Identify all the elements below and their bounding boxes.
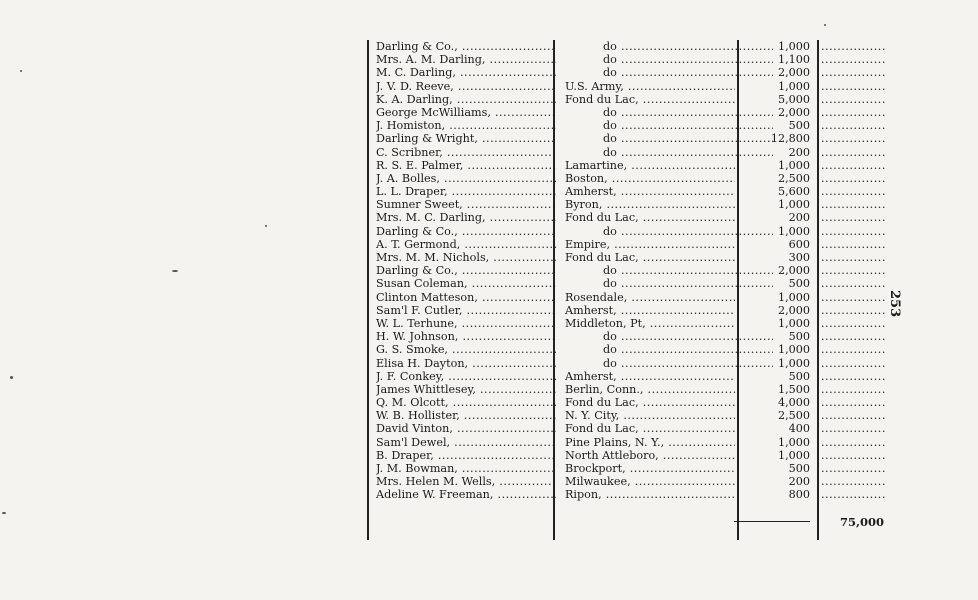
blank-column-leader: [821, 277, 887, 290]
ledger-row: [372, 159, 892, 172]
subscriber-name: M. C. Darling, .....: [376, 66, 556, 79]
subscriber-residence: Pine Plains, N. Y., .....: [565, 436, 735, 449]
subscriber-name: Sam'l F. Cutler, .....: [376, 304, 556, 317]
subscriber-residence: Amherst, .....: [565, 185, 735, 198]
blank-column-leader: [821, 238, 887, 251]
subscriber-residence: do .....: [565, 330, 773, 343]
subscriber-name: W. L. Terhune, .....: [376, 317, 556, 330]
scan-speck: [10, 376, 13, 379]
ledger-row: [372, 225, 892, 238]
subscriber-name: Q. M. Olcott, .....: [376, 396, 556, 409]
subscription-amount: 1,000: [777, 290, 810, 304]
blank-column-leader: [821, 225, 887, 238]
ledger-row: [372, 198, 892, 211]
subscription-amount: 500: [788, 462, 810, 475]
subscriber-residence: Amherst, .....: [565, 370, 735, 383]
blank-column-leader: [821, 251, 887, 264]
subscriber-name: G. S. Smoke, .....: [376, 343, 556, 356]
blank-column-leader: [821, 422, 887, 435]
scan-speck: [824, 24, 826, 26]
subscriber-name: Mrs. M. C. Darling, .....: [376, 211, 556, 224]
blank-column-leader: [821, 462, 887, 475]
subscriber-name: George McWilliams, .....: [376, 106, 556, 119]
subscriber-name: A. T. Germond, .....: [376, 238, 556, 251]
blank-column-leader: [821, 132, 887, 145]
ledger-row: [372, 251, 892, 264]
subscription-amount: 1,500: [777, 382, 810, 396]
ledger-row: [372, 132, 892, 145]
blank-column-leader: [821, 185, 887, 198]
subscription-amount: 2,000: [777, 303, 810, 317]
ledger-row: [372, 185, 892, 198]
subscriber-residence: Brockport, .....: [565, 462, 735, 475]
ledger-row: [372, 211, 892, 224]
subscription-amount: 1,000: [777, 79, 810, 93]
subscriber-residence: North Attleboro, .....: [565, 449, 735, 462]
subscriber-residence: do .....: [565, 264, 773, 277]
subscriber-residence: Fond du Lac, .....: [565, 251, 735, 264]
subscription-amount: 1,000: [777, 224, 810, 238]
ledger-row: [372, 317, 892, 330]
subscriber-name: W. B. Hollister, .....: [376, 409, 556, 422]
blank-column-leader: [821, 291, 887, 304]
subscription-amount: 300: [788, 251, 810, 264]
subscriber-residence: Byron, .....: [565, 198, 735, 211]
subscription-amount: 12,800: [770, 132, 810, 146]
blank-column-leader: [821, 80, 887, 93]
subscription-amount: 200: [788, 475, 810, 489]
subscriber-name: Mrs. Helen M. Wells, .....: [376, 475, 556, 488]
subscriber-name: Sam'l Dewel, .....: [376, 436, 556, 449]
subscription-amount: 5,600: [777, 185, 810, 199]
subscription-amount: 500: [788, 330, 810, 344]
subscriber-residence: Fond du Lac, .....: [565, 211, 735, 224]
subscriber-name: J. M. Bowman, .....: [376, 462, 556, 475]
subscriber-residence: do .....: [565, 106, 773, 119]
blank-column-leader: [821, 159, 887, 172]
ledger-row: [372, 304, 892, 317]
subscription-amount: 4,000: [777, 396, 810, 410]
ledger-row: [372, 238, 892, 251]
scan-speck: [20, 70, 22, 72]
subscriber-residence: do .....: [565, 132, 773, 145]
subscription-amount: 600: [788, 237, 810, 251]
subscription-amount: 1,000: [777, 435, 810, 449]
subscriber-residence: Middleton, Pt, .....: [565, 317, 735, 330]
ledger-row: [372, 488, 892, 501]
scan-speck: [2, 512, 6, 514]
subscriber-residence: Fond du Lac, .....: [565, 396, 735, 409]
page-number: 253: [887, 290, 902, 318]
subscriber-name: H. W. Johnson, .....: [376, 330, 556, 343]
ledger-row: [372, 396, 892, 409]
ledger-row: [372, 264, 892, 277]
blank-column-leader: [821, 211, 887, 224]
ledger-row: [372, 66, 892, 79]
ledger-row: [372, 172, 892, 185]
subscriber-name: B. Draper, .....: [376, 449, 556, 462]
blank-column-leader: [821, 343, 887, 356]
subscription-amount: 2,000: [777, 264, 810, 278]
ledger-row: [372, 383, 892, 396]
subscriber-name: J. A. Bolles, .....: [376, 172, 556, 185]
subscriber-name: Susan Coleman, .....: [376, 277, 556, 290]
blank-column-leader: [821, 436, 887, 449]
subscriber-residence: do .....: [565, 357, 773, 370]
scan-speck: [265, 225, 267, 227]
subscriber-name: J. Homiston, .....: [376, 119, 556, 132]
blank-column-leader: [821, 119, 887, 132]
subscription-amount: 2,500: [777, 171, 810, 185]
ledger-row: [372, 277, 892, 290]
subscription-amount: 2,500: [777, 409, 810, 423]
blank-column-leader: [821, 449, 887, 462]
subscriber-name: C. Scribner, .....: [376, 146, 556, 159]
blank-column-leader: [821, 396, 887, 409]
blank-column-leader: [821, 317, 887, 330]
subscription-amount: 1,000: [777, 356, 810, 370]
ledger-total: 75,000: [839, 515, 884, 529]
subscriber-residence: Lamartine, .....: [565, 159, 735, 172]
subscription-amount: 800: [788, 488, 810, 502]
ledger-row: [372, 80, 892, 93]
subscriber-residence: do .....: [565, 66, 773, 79]
subscriber-residence: do .....: [565, 53, 773, 66]
ledger-row: [372, 93, 892, 106]
ledger-row: [372, 53, 892, 66]
ledger-row: [372, 370, 892, 383]
scan-speck: [172, 270, 178, 272]
subscriber-name: Clinton Matteson, .....: [376, 291, 556, 304]
blank-column-leader: [821, 488, 887, 501]
blank-column-leader: [821, 93, 887, 106]
subscriber-residence: do .....: [565, 119, 773, 132]
subscriber-name: R. S. E. Palmer, .....: [376, 159, 556, 172]
subscription-amount: 1,000: [777, 448, 810, 462]
blank-column-leader: [821, 106, 887, 119]
blank-column-leader: [821, 172, 887, 185]
blank-column-leader: [821, 357, 887, 370]
blank-column-leader: [821, 264, 887, 277]
subscription-amount: 1,000: [777, 343, 810, 357]
subscriber-name: Sumner Sweet, .....: [376, 198, 556, 211]
ledger-row: [372, 291, 892, 304]
subscriber-residence: Rosendale, .....: [565, 291, 735, 304]
subscriber-name: Mrs. A. M. Darling, .....: [376, 53, 556, 66]
ledger-row: [372, 330, 892, 343]
subscriber-name: James Whittlesey, .....: [376, 383, 556, 396]
blank-column-leader: [821, 198, 887, 211]
ledger-row: [372, 146, 892, 159]
subscriber-name: K. A. Darling, .....: [376, 93, 556, 106]
subscriber-name: Darling & Co., .....: [376, 225, 556, 238]
blank-column-leader: [821, 383, 887, 396]
blank-column-leader: [821, 304, 887, 317]
subscription-amount: 1,000: [777, 40, 810, 53]
subscriber-residence: do .....: [565, 225, 773, 238]
subscriber-residence: Berlin, Conn., .....: [565, 383, 735, 396]
subscriber-name: Darling & Wright, .....: [376, 132, 556, 145]
subscription-amount: 1,000: [777, 316, 810, 330]
subscriber-name: J. F. Conkey, .....: [376, 370, 556, 383]
subscriber-name: David Vinton, .....: [376, 422, 556, 435]
ledger-row: [372, 475, 892, 488]
subscription-amount: 2,000: [777, 105, 810, 119]
blank-column-leader: [821, 146, 887, 159]
subscriber-residence: U.S. Army, .....: [565, 80, 735, 93]
subscriber-name: Adeline W. Freeman, .....: [376, 488, 556, 501]
subscription-amount: 2,000: [777, 66, 810, 80]
ledger-row: [372, 422, 892, 435]
subscriber-residence: Ripon, .....: [565, 488, 735, 501]
blank-column-leader: [821, 409, 887, 422]
subscription-amount: 400: [788, 422, 810, 436]
subscriber-name: Mrs. M. M. Nichols, .....: [376, 251, 556, 264]
ledger-row: [372, 106, 892, 119]
sum-line: [734, 521, 810, 522]
subscriber-name: Elisa H. Dayton, .....: [376, 357, 556, 370]
ledger-row: [372, 436, 892, 449]
subscriber-ledger: [372, 40, 892, 502]
subscription-amount: 1,000: [777, 158, 810, 172]
subscriber-residence: do .....: [565, 40, 773, 53]
ledger-row: [372, 409, 892, 422]
blank-column-leader: [821, 370, 887, 383]
blank-column-leader: [821, 66, 887, 79]
subscriber-residence: Boston, .....: [565, 172, 735, 185]
subscriber-residence: N. Y. City, .....: [565, 409, 735, 422]
column-rule-left: [367, 40, 369, 540]
subscriber-residence: Amherst, .....: [565, 304, 735, 317]
subscription-amount: 5,000: [777, 92, 810, 106]
subscriber-residence: do .....: [565, 277, 773, 290]
ledger-row: [372, 40, 892, 53]
subscriber-residence: do .....: [565, 146, 773, 159]
subscriber-residence: Fond du Lac, .....: [565, 93, 735, 106]
subscriber-residence: Fond du Lac, .....: [565, 422, 735, 435]
ledger-row: [372, 449, 892, 462]
ledger-row: [372, 119, 892, 132]
ledger-row: [372, 462, 892, 475]
subscription-amount: 500: [788, 119, 810, 133]
blank-column-leader: [821, 330, 887, 343]
subscriber-residence: Empire, .....: [565, 238, 735, 251]
ledger-row: [372, 357, 892, 370]
subscriber-name: L. L. Draper, .....: [376, 185, 556, 198]
subscription-amount: 1,000: [777, 198, 810, 212]
subscription-amount: 200: [788, 211, 810, 225]
subscriber-name: Darling & Co., .....: [376, 40, 556, 53]
subscription-amount: 200: [788, 145, 810, 159]
subscriber-name: Darling & Co., .....: [376, 264, 556, 277]
subscriber-residence: do .....: [565, 343, 773, 356]
subscription-amount: 500: [788, 277, 810, 291]
blank-column-leader: [821, 40, 887, 53]
subscriber-residence: Milwaukee, .....: [565, 475, 735, 488]
subscriber-name: J. V. D. Reeve, .....: [376, 80, 556, 93]
subscription-amount: 500: [788, 369, 810, 383]
ledger-row: [372, 343, 892, 356]
blank-column-leader: [821, 475, 887, 488]
subscription-amount: 1,100: [777, 53, 810, 67]
blank-column-leader: [821, 53, 887, 66]
